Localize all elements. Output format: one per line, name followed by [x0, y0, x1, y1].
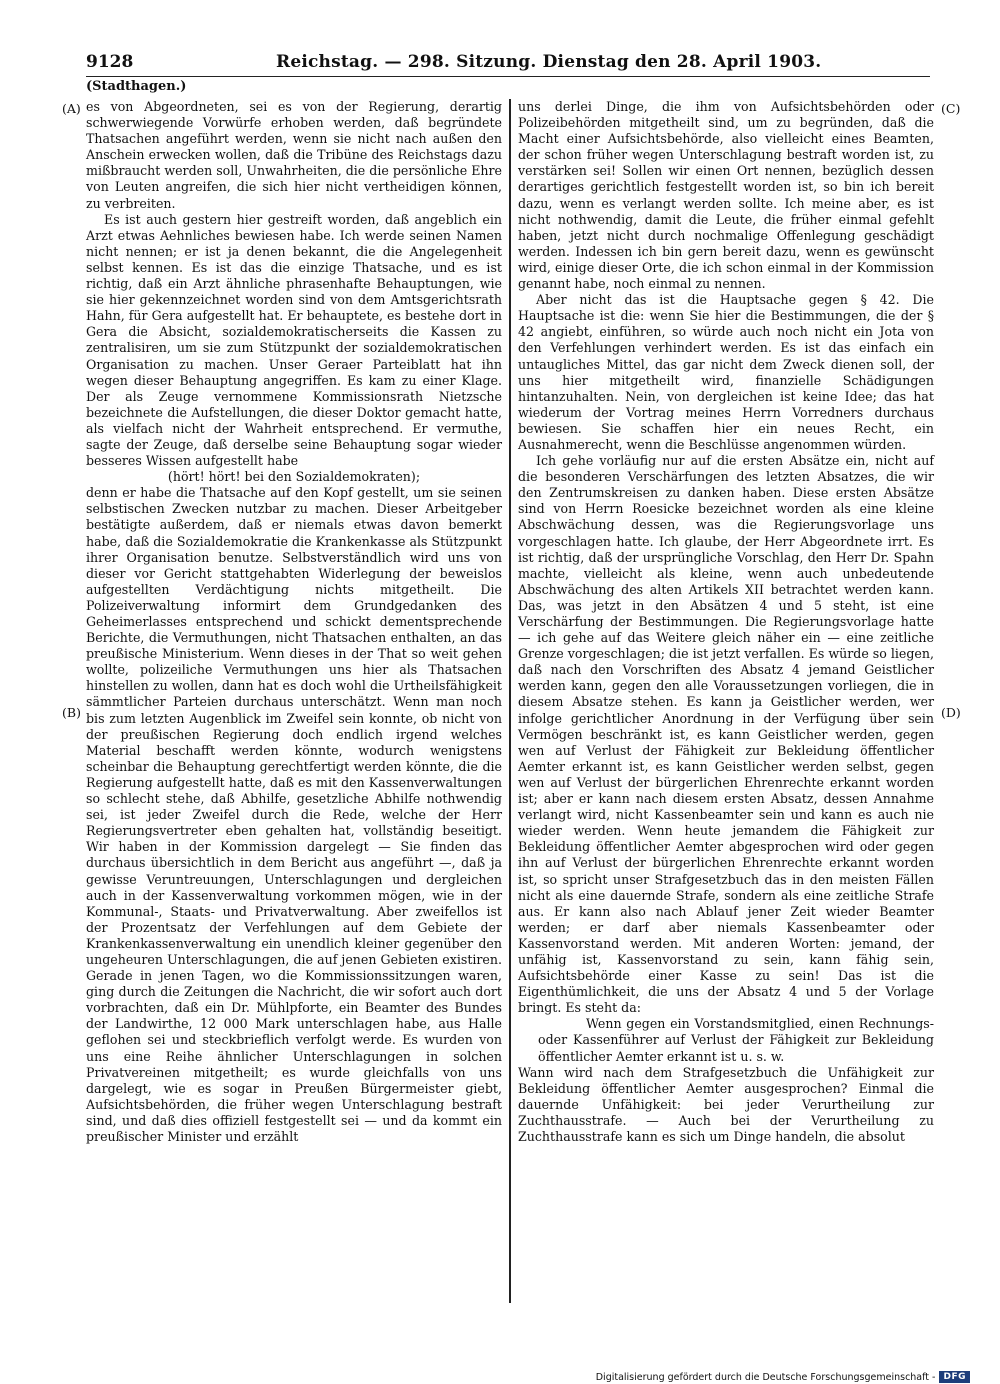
page-number: 9128: [86, 52, 134, 72]
paragraph: es von Abgeordneten, sei es von der Regierung, derartig schwerwiegende Vorwürfe erhoben werden, daß begründete Thatsachen angeführt werden, wenn sie nicht nach außen den Anschein erwecken wollen, daß die Tribüne des Reichstags dazu mißbraucht werden soll, Unwahrheiten, die die persönliche Ehre von Leuten angreifen, die sich hier nicht vertheidigen können, zu verbreiten.: [86, 99, 502, 211]
column-divider: [509, 99, 511, 1303]
margin-marker-b: (B): [62, 705, 81, 720]
margin-marker-d: (D): [941, 705, 961, 720]
speaker-label: (Stadthagen.): [86, 79, 187, 94]
margin-marker-a: (A): [62, 101, 81, 116]
paragraph: Ich gehe vorläufig nur auf die ersten Absätze ein, nicht auf die besonderen Verschärfungen des letzten Absatzes, die wir den Zentrumskreisen zu danken haben. Diese ersten Absätze sind von Herrn Roesicke bezeichnet worden als eine kleine Abschwächung dessen, was die Regierungsvorlage uns vorgeschlagen hatte. Ich glaube, der Herr Abgeordnete irrt. Es ist richtig, daß der ursprüngliche Vorschlag, den Herr Dr. Spahn machte, vielleicht als kleine, wenn auch unbedeutende Abschwächung des alten Artikels XII betrachtet werden kann. Das, was jetzt in den Absätzen 4 und 5 steht, ist eine Verschärfung der Bestimmungen. Die Regierungsvorlage hatte — ich gehe auf das Weitere gleich näher ein — eine zeitliche Grenze vorgeschlagen; die ist jetzt verfallen. Es würde so liegen, daß nach den Vorschriften des Absatz 4 jemand Geistlicher werden kann, gegen den alle Voraussetzungen vorliegen, die in diesem Absatze stehen. Es kann ja Geistlicher werden, wer infolge gerichtlicher Anordnung in der Verfügung über sein Vermögen beschränkt ist, es kann Geistlicher werden, gegen wen auf Verlust der Fähigkeit zur Bekleidung öffentlicher Aemter erkannt ist, es kann Geistlicher werden selbst, gegen wen auf Verlust der bürgerlichen Ehrenrechte erkannt worden ist; aber er kann nach diesem ersten Absatz, dessen Annahme verlangt wird, nicht Kassenbeamter sein und kann es auch nie wieder werden. Wenn heute jemandem die Fähigkeit zur Bekleidung öffentlicher Aemter abgesprochen wird oder gegen ihn auf Verlust der bürgerlichen Ehrenrechte erkannt worden ist, so spricht unser Strafgesetzbuch das in den meisten Fällen nicht als eine dauernde Strafe, sondern als eine zeitliche Strafe aus. Er kann also nach Ablauf jener Zeit wieder Beamter werden; er darf aber niemals Kassenbeamter oder Kassenvorstand werden. Mit anderen Worten: jemand, der unfähig ist, Kassenvorstand zu sein, kann fähig sein, Aufsichtsbehörde einer Kasse zu sein! Das ist die Eigenthümlichkeit, die uns der Absatz 4 und 5 der Vorlage bringt. Es steht da:: [518, 453, 934, 1016]
running-title: Reichstag. — 298. Sitzung. Dienstag den 28. April 1903.: [276, 52, 822, 72]
footer-text: Digitalisierung gefördert durch die Deutsche Forschungsgemeinschaft -: [595, 1371, 936, 1383]
left-column: [86, 99, 502, 1145]
paragraph: Aber nicht das ist die Hauptsache gegen § 42. Die Hauptsache ist die: wenn Sie hier die Bestimmungen, die der § 42 angiebt, einführen, so würde auch noch nicht ein Jota von den Verfehlungen verhindert werden. Es ist das einfach ein untaugliches Mittel, das gar nicht dem Zweck dienen soll, der uns hier mitgetheilt wird, finanzielle Schädigungen hintanzuhalten. Nein, von dergleichen ist keine Idee; das hat wiederum der Vortrag meines Herrn Vorredners durchaus bewiesen. Sie schaffen hier ein neues Recht, ein Ausnahmerecht, wenn die Beschlüsse angenommen würden.: [518, 292, 934, 452]
right-column: [518, 99, 934, 1145]
dfg-logo: DFG: [939, 1371, 970, 1383]
block-quote: Wenn gegen ein Vorstandsmitglied, einen Rechnungs- oder Kassenführer auf Verlust der Fähigkeit zur Bekleidung öffentlicher Aemter erkannt ist u. s. w.: [538, 1016, 934, 1064]
paragraph: Wann wird nach dem Strafgesetzbuch die Unfähigkeit zur Bekleidung öffentlicher Aemter ausgesprochen? Einmal die dauernde Unfähigkeit: bei jeder Verurtheilung zur Zuchthausstrafe. — Auch bei der Verurtheilung zu Zuchthausstrafe kann es sich um Dinge handeln, die absolut: [518, 1064, 934, 1144]
paragraph: Es ist auch gestern hier gestreift worden, daß angeblich ein Arzt etwas Aehnliches bewiesen habe. Ich werde seinen Namen nicht nennen; er ist ja denen bekannt, die die Angelegenheit selbst kennen. Es ist das die einzige Thatsache, und es ist richtig, daß ein Arzt ähnliche phrasenhafte Behauptungen, wie sie hier gekennzeichnet worden sind von dem Amtsgerichtsrath Hahn, für Gera aufgestellt hat. Er behauptete, es bestehe dort in Gera die Absicht, sozialdemokratischerseits die Kassen zu zentralisiren, um sie zum Stützpunkt der sozialdemokratischen Organisation zu machen. Unser Geraer Parteiblatt hat ihn wegen dieser Behauptung angegriffen. Es kam zu einer Klage. Der als Zeuge vernommene Kommissionsrath Nietzsche bezeichnete die Aufstellungen, die dieser Doktor gemacht hatte, als vielfach nicht der Wahrheit entsprechend. Er vermuthe, sagte der Zeuge, daß derselbe seine Behauptung sogar wieder besseres Wissen aufgestellt habe: [86, 211, 502, 469]
page-header: [86, 52, 930, 77]
paragraph: uns derlei Dinge, die ihm von Aufsichtsbehörden oder Polizeibehörden mitgetheilt sind, um zu begründen, daß die Macht einer Aufsichtsbehörde, also vielleicht eines Beamten, der schon früher wegen Unterschlagung bestraft worden ist, zu verstärken sei! Sollen wir einen Ort nennen, bezüglich dessen derartiges gerichtlich festgestellt worden ist, so bin ich bereit dazu, wenn es verlangt werden sollte. Ich meine aber, es ist nicht nothwendig, damit die Leute, die früher einmal gefehlt haben, jetzt nicht durch nochmalige Offenlegung geschädigt werden. Indessen ich bin gern bereit dazu, wenn es gewünscht wird, einige dieser Orte, die ich schon einmal in der Kommission genannt habe, noch einmal zu nennen.: [518, 99, 934, 292]
digitization-footer: [596, 1370, 970, 1384]
margin-marker-c: (C): [941, 101, 961, 116]
interjection: (hört! hört! bei den Sozialdemokraten);: [167, 469, 421, 485]
paragraph: denn er habe die Thatsache auf den Kopf gestellt, um sie seinen selbstischen Zwecken nutzbar zu machen. Dieser Arbeitgeber bestätigte außerdem, daß er niemals etwas davon bemerkt habe, daß die Sozialdemokratie die Krankenkasse als Stützpunkt ihrer Organisation benutze. Selbstverständlich wird uns von dieser vor Gericht stattgehabten Widerlegung der beweislos aufgestellten Verdächtigung nichts mitgetheilt. Die Polizeiverwaltung informirt dem Grundgedanken des Geheimerlasses entsprechend und schickt dementsprechende Berichte, die Vermuthungen, nicht Thatsachen enthalten, an das preußische Ministerium. Wenn dieses in der That so weit gehen wollte, polizeiliche Vermuthungen uns hier als Thatsachen hinstellen zu wollen, dann hat es doch wohl die Urtheilsfähigkeit sämmtlicher Parteien durchaus unterschätzt. Wenn man noch bis zum letzten Augenblick im Zweifel sein konnte, ob nicht von der preußischen Regierung doch endlich irgend welches Material beschafft werden könnte, wodurch wenigstens scheinbar die Behauptung gerechtfertigt werden könnte, die die Regierung aufgestellt hatte, daß es mit den Kassenverwaltungen so schlecht stehe, daß Abhilfe, gesetzliche Abhilfe nothwendig sei, ist jeder Zweifel durch die Rede, welche der Herr Regierungsvertreter eben gehalten hat, vollständig beseitigt. Wir haben in der Kommission dargelegt — Sie finden das durchaus übersichtlich in dem Bericht aus angeführt —, daß ja gewisse Veruntreuungen, Unterschlagungen und dergleichen auch in der Kassenverwaltung vorkommen mögen, wie in der Kommunal-, Staats- und Privatverwaltung. Aber zweifellos ist der Prozentsatz der Verfehlungen auf dem Gebiete der Krankenkassenverwaltung ein unendlich kleiner gegenüber den ungeheuren Unterschlagungen, die auf jenen Gebieten existiren. Gerade in jenen Tagen, wo die Kommissionssitzungen waren, ging durch die Zeitungen die Nachricht, die wir sofort auch dort vorbrachten, daß ein Dr. Mühlpforte, ein Beamter des Bundes der Landwirthe, 12 000 Mark unterschlagen habe, aus Halle geflohen sei und steckbrieflich verfolgt werde. Es wurden von uns eine Reihe ähnlicher Unterschlagungen in solchen Privatvereinen mitgetheilt; es wurde gleichfalls von uns dargelegt, wie es sogar in Preußen Bürgermeister giebt, Aufsichtsbehörden, die früher wegen Unterschlagung bestraft sind, und daß dies offiziell festgestellt sei — und da kommt ein preußischer Minister und erzählt: [86, 485, 502, 1144]
